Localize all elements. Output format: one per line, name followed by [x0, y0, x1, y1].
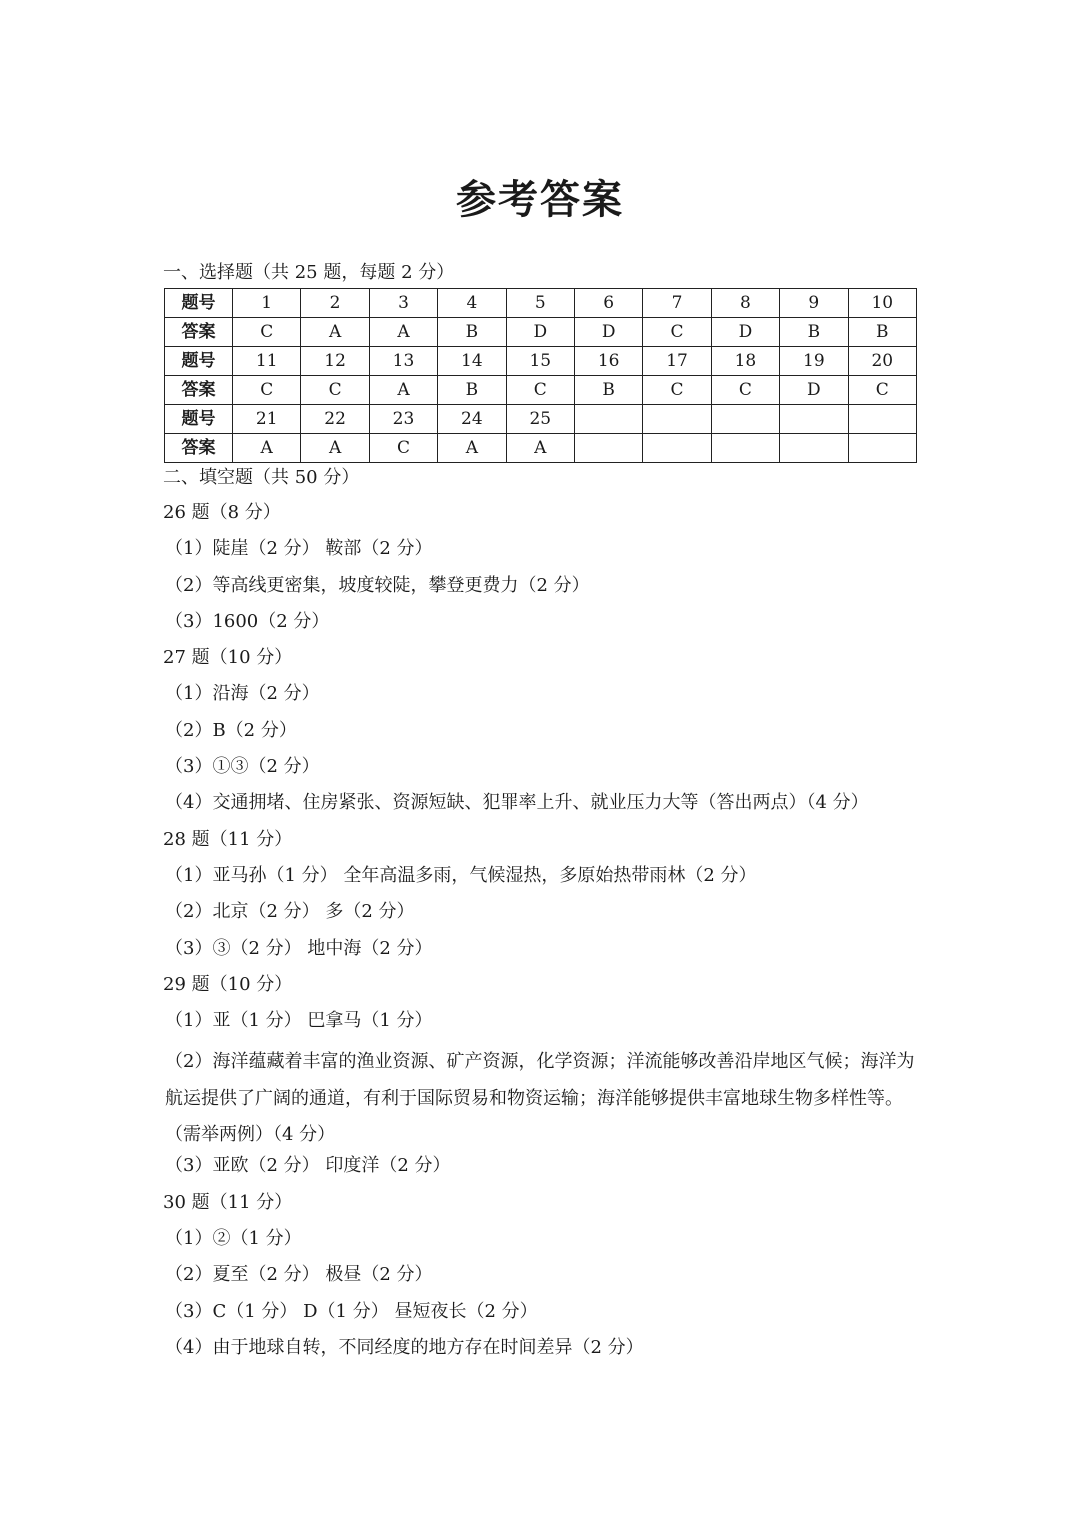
question-number-cell — [574, 405, 642, 434]
q27-answer-3: （3）①③（2 分） — [165, 756, 320, 778]
number-row — [165, 405, 917, 434]
question-number-cell: 6 — [574, 289, 642, 318]
q29-title: 29 题（10 分） — [163, 973, 293, 995]
q28-title: 28 题（11 分） — [163, 828, 293, 850]
question-number-cell: 25 — [506, 405, 574, 434]
answer-table-body — [165, 289, 917, 463]
question-number-cell: 12 — [301, 347, 369, 376]
question-number-cell — [711, 405, 779, 434]
answer-cell: A — [301, 434, 369, 463]
answer-table — [164, 288, 917, 463]
question-number-cell: 5 — [506, 289, 574, 318]
q30-answer-3: （3）C（1 分） D（1 分） 昼短夜长（2 分） — [165, 1300, 538, 1322]
q26-answer-3: （3）1600（2 分） — [165, 610, 330, 632]
question-number-cell: 23 — [369, 405, 437, 434]
question-number-cell: 13 — [369, 347, 437, 376]
question-number-cell: 18 — [711, 347, 779, 376]
answer-cell: C — [848, 376, 916, 405]
answer-cell: A — [301, 318, 369, 347]
q30-answer-2: （2）夏至（2 分） 极昼（2 分） — [165, 1264, 433, 1286]
answer-cell — [711, 434, 779, 463]
question-number-cell: 11 — [233, 347, 301, 376]
answer-cell: B — [438, 318, 506, 347]
answer-cell: B — [574, 376, 642, 405]
answer-cell: C — [233, 376, 301, 405]
question-number-cell — [848, 405, 916, 434]
q27-title: 27 题（10 分） — [163, 647, 293, 669]
question-number-cell: 17 — [643, 347, 711, 376]
q28-answer-2: （2）北京（2 分） 多（2 分） — [165, 901, 415, 923]
q30-title: 30 题（11 分） — [163, 1191, 293, 1213]
q29-answer-1: （1）亚（1 分） 巴拿马（1 分） — [165, 1010, 433, 1032]
answer-cell — [574, 434, 642, 463]
question-number-cell: 8 — [711, 289, 779, 318]
number-row — [165, 347, 917, 376]
question-number-cell — [643, 405, 711, 434]
q26-title: 26 题（8 分） — [163, 502, 281, 523]
answer-cell: C — [301, 376, 369, 405]
answer-row — [165, 318, 917, 347]
answer-cell: C — [643, 376, 711, 405]
answer-row-label: 答案 — [165, 376, 233, 405]
question-number-cell: 7 — [643, 289, 711, 318]
answer-cell: A — [369, 318, 437, 347]
answer-row-label: 答案 — [165, 318, 233, 347]
q27-answer-1: （1）沿海（2 分） — [165, 683, 320, 705]
answer-row — [165, 434, 917, 463]
page-title: 参考答案 — [456, 177, 624, 223]
number-row-label: 题号 — [165, 289, 233, 318]
question-number-cell: 19 — [780, 347, 848, 376]
q30-answer-1: （1）②（1 分） — [165, 1227, 302, 1249]
q30-answer-4: （4）由于地球自转，不同经度的地方存在时间差异（2 分） — [165, 1336, 644, 1358]
answer-cell: A — [506, 434, 574, 463]
answer-cell: B — [848, 318, 916, 347]
question-number-cell: 15 — [506, 347, 574, 376]
question-number-cell: 3 — [369, 289, 437, 318]
question-number-cell: 4 — [438, 289, 506, 318]
question-number-cell: 20 — [848, 347, 916, 376]
answer-row — [165, 376, 917, 405]
answer-cell — [643, 434, 711, 463]
answer-cell: D — [711, 318, 779, 347]
answer-cell: B — [780, 318, 848, 347]
answer-cell: D — [574, 318, 642, 347]
fill-in-answers — [163, 500, 923, 1371]
q26-answer-2: （2）等高线更密集，坡度较陡，攀登更费力（2 分） — [165, 574, 590, 596]
answer-cell: D — [506, 318, 574, 347]
number-row-label: 题号 — [165, 405, 233, 434]
answer-cell — [780, 434, 848, 463]
question-number-cell: 2 — [301, 289, 369, 318]
number-row-label: 题号 — [165, 347, 233, 376]
q27-answer-4: （4）交通拥堵、住房紧张、资源短缺、犯罪率上升、就业压力大等（答出两点）（4 分） — [165, 792, 869, 814]
q29-answer-2: （2）海洋蕴藏着丰富的渔业资源、矿产资源，化学资源；洋流能够改善沿岸地区气候；海洋为航运提供了广阔的通道，有利于国际贸易和物资运输；海洋能够提供丰富地球生物多样性等。（需举两例）（4 分） — [165, 1051, 915, 1146]
question-number-cell: 9 — [780, 289, 848, 318]
question-number-cell: 22 — [301, 405, 369, 434]
question-number-cell: 14 — [438, 347, 506, 376]
section2-heading: 二、填空题（共 50 分） — [163, 467, 360, 488]
q28-answer-3: （3）③（2 分） 地中海（2 分） — [165, 937, 433, 959]
q26-answer-1: （1）陡崖（2 分） 鞍部（2 分） — [165, 538, 433, 560]
q29-answer-3: （3）亚欧（2 分） 印度洋（2 分） — [165, 1155, 451, 1177]
answer-cell: A — [438, 434, 506, 463]
question-number-cell: 16 — [574, 347, 642, 376]
answer-row-label: 答案 — [165, 434, 233, 463]
question-number-cell: 1 — [233, 289, 301, 318]
answer-cell: C — [369, 434, 437, 463]
answer-cell: C — [711, 376, 779, 405]
section1-heading: 一、选择题（共 25 题，每题 2 分） — [163, 262, 455, 283]
question-number-cell: 10 — [848, 289, 916, 318]
question-number-cell — [780, 405, 848, 434]
answer-cell: C — [233, 318, 301, 347]
question-number-cell: 21 — [233, 405, 301, 434]
q28-answer-1: （1）亚马孙（1 分） 全年高温多雨，气候湿热，多原始热带雨林（2 分） — [165, 864, 757, 886]
answer-cell: A — [369, 376, 437, 405]
answer-cell — [848, 434, 916, 463]
answer-cell: C — [643, 318, 711, 347]
number-row — [165, 289, 917, 318]
answer-cell: C — [506, 376, 574, 405]
answer-cell: D — [780, 376, 848, 405]
q27-answer-2: （2）B（2 分） — [165, 719, 297, 741]
question-number-cell: 24 — [438, 405, 506, 434]
answer-cell: A — [233, 434, 301, 463]
answer-cell: B — [438, 376, 506, 405]
